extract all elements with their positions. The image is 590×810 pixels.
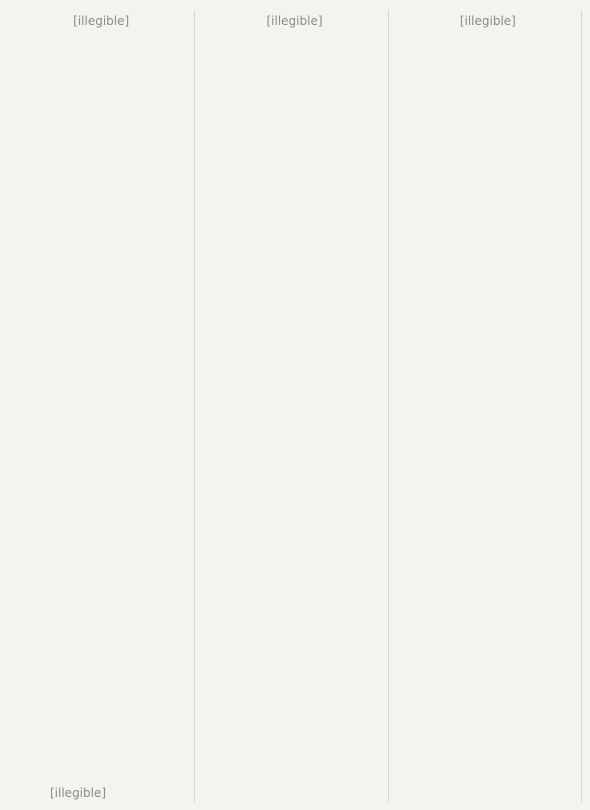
column-right: [395, 10, 582, 802]
continuation-note: [illegible]: [50, 786, 107, 800]
column-middle: [201, 10, 388, 802]
column-right-text: [illegible]: [459, 14, 516, 28]
column-left-text: [illegible]: [73, 14, 130, 28]
column-middle-text: [illegible]: [266, 14, 323, 28]
column-left: [8, 10, 195, 802]
